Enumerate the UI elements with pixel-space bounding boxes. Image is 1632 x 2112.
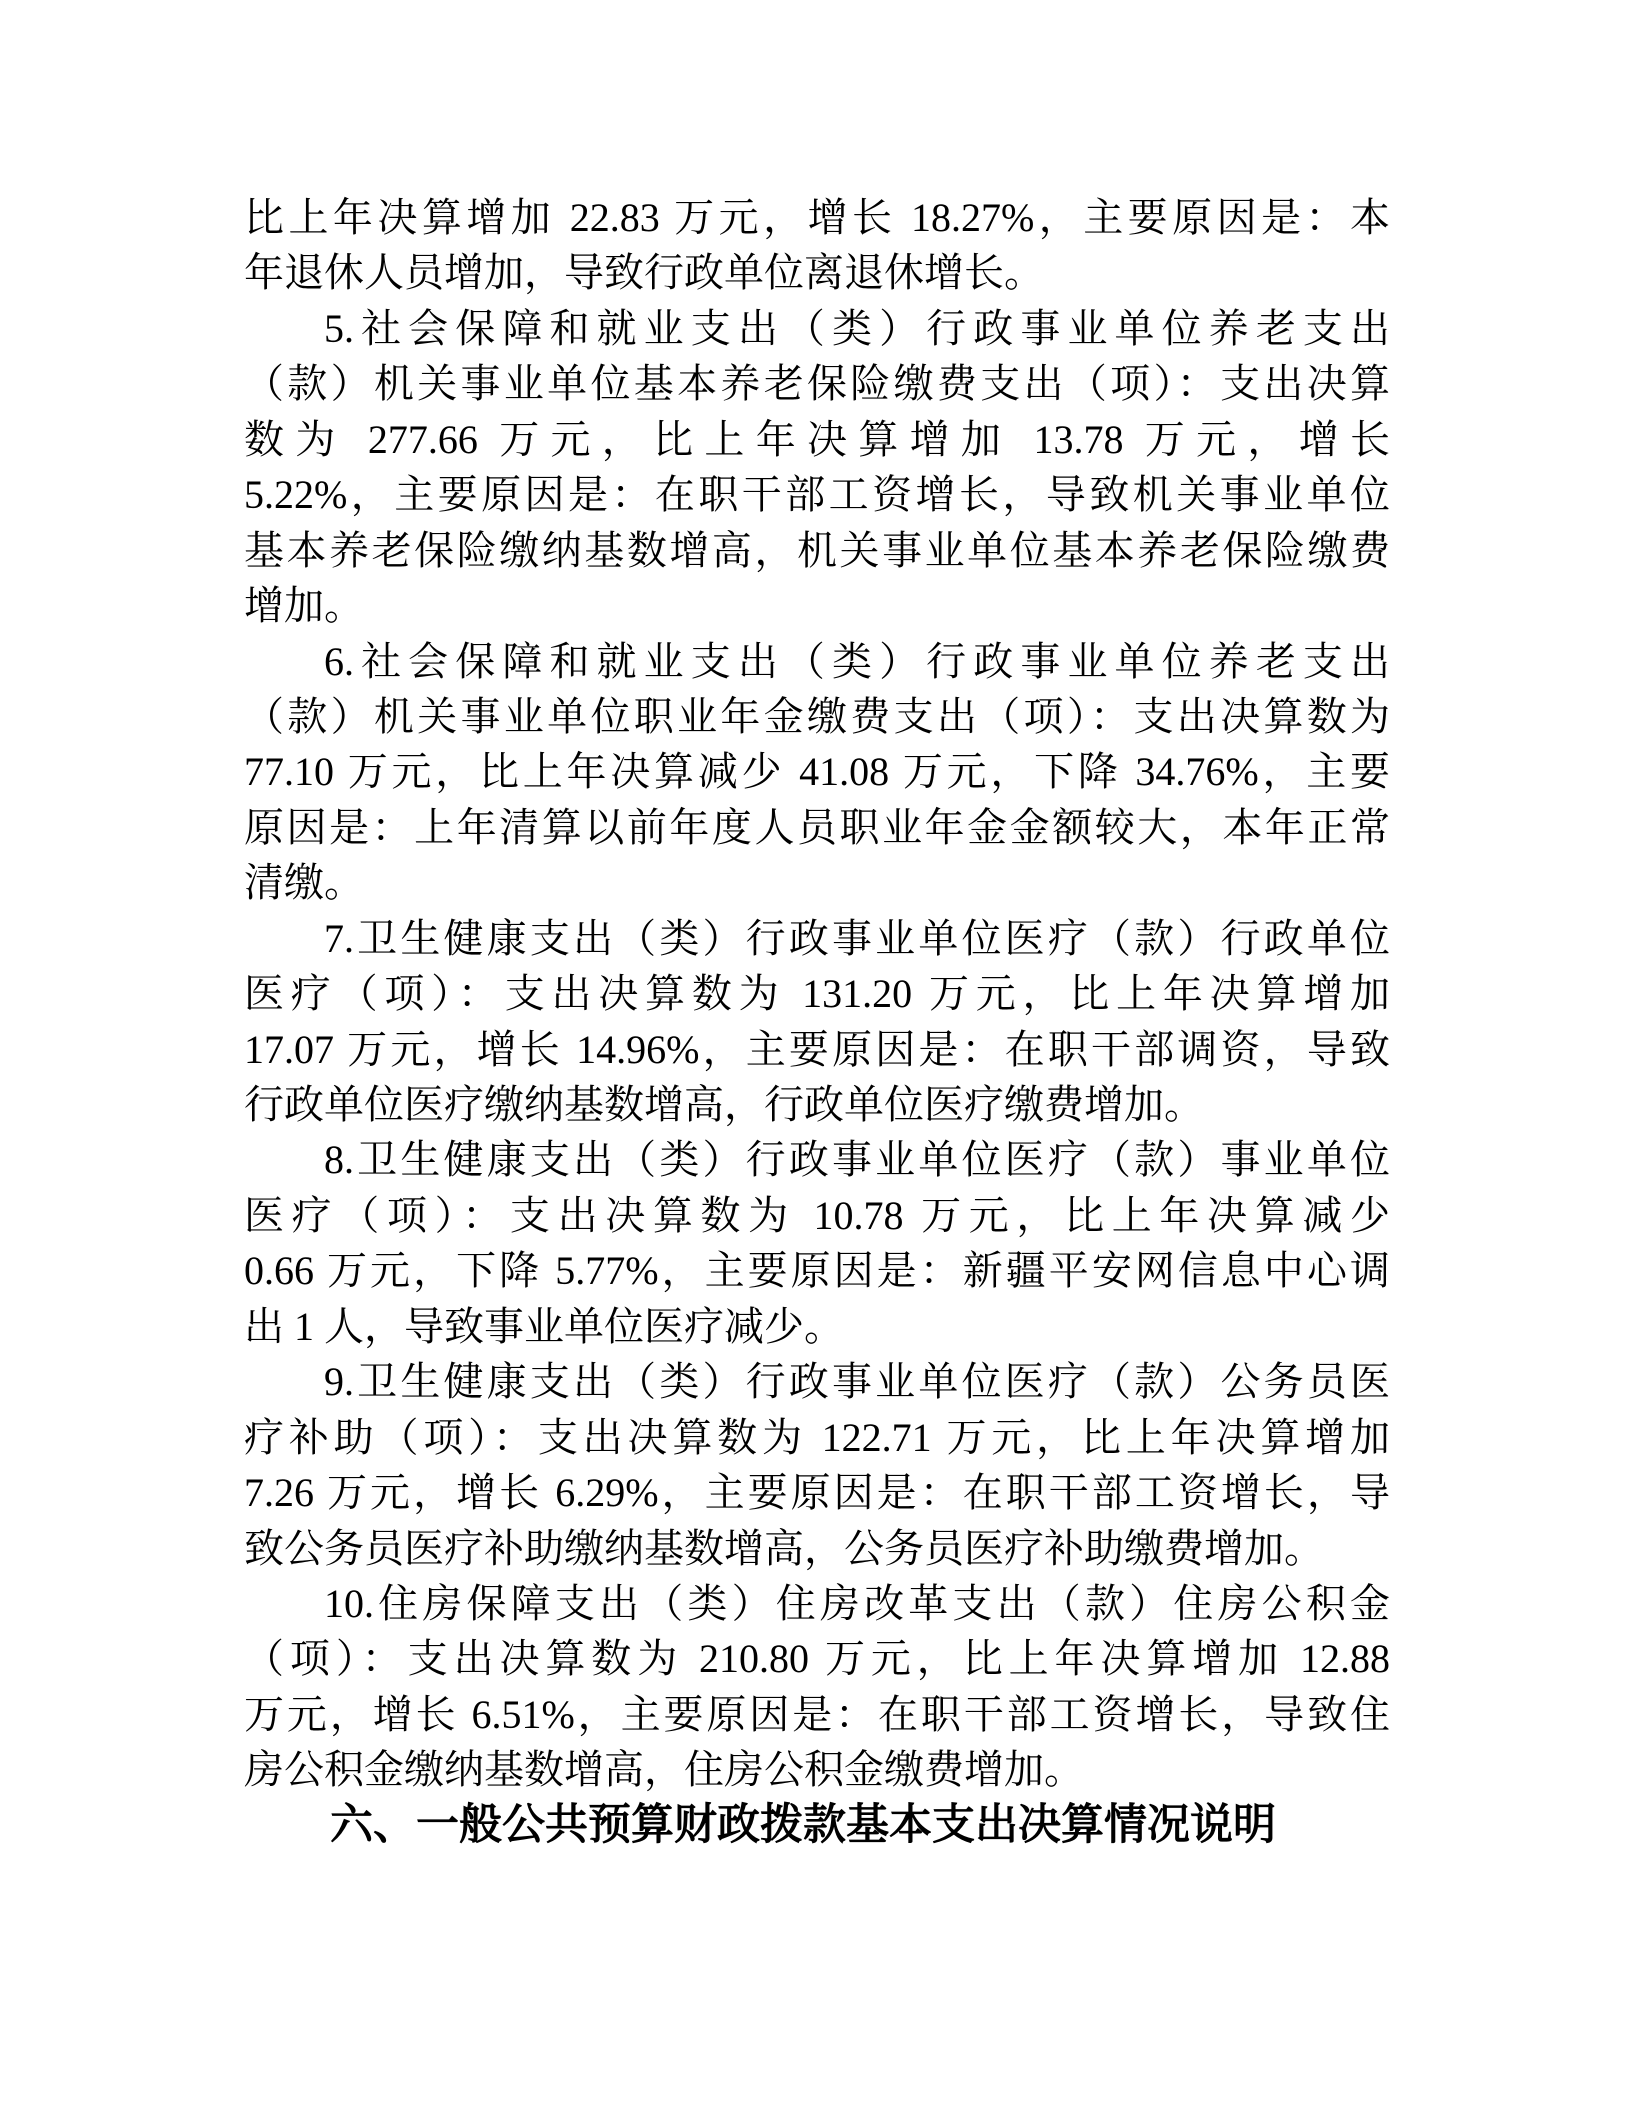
text-line: 6.社会保障和就业支出（类）行政事业单位养老支出 bbox=[324, 638, 1390, 684]
text-line: （款）机关事业单位基本养老保险缴费支出（项）：支出决算 bbox=[244, 361, 1390, 407]
document-content bbox=[244, 190, 1390, 1853]
text-line: 万元，增长 6.51%，主要原因是：在职干部工资增长，导致住 bbox=[244, 1691, 1390, 1737]
text-line: 比上年决算增加 22.83 万元，增长 18.27%，主要原因是：本 bbox=[244, 195, 1390, 240]
text-line: 房公积金缴纳基数增高，住房公积金缴费增加。 bbox=[244, 1747, 1084, 1793]
text-line: 8.卫生健康支出（类）行政事业单位医疗（款）事业单位 bbox=[324, 1137, 1390, 1183]
text-line: 10.住房保障支出（类）住房改革支出（款）住房公积金 bbox=[324, 1580, 1390, 1626]
text-line: 基本养老保险缴纳基数增高，机关事业单位基本养老保险缴费 bbox=[244, 527, 1390, 573]
text-line: 原因是：上年清算以前年度人员职业年金金额较大，本年正常 bbox=[244, 804, 1390, 850]
text-line: 增加。 bbox=[244, 583, 364, 629]
text-line: 医疗（项）：支出决算数为 131.20 万元，比上年决算增加 bbox=[244, 971, 1390, 1017]
text-line: （项）：支出决算数为 210.80 万元，比上年决算增加 12.88 bbox=[244, 1636, 1390, 1682]
text-line: 致公务员医疗补助缴纳基数增高，公务员医疗补助缴费增加。 bbox=[244, 1525, 1324, 1571]
text-line: 数为 277.66 万元，比上年决算增加 13.78 万元，增长 bbox=[244, 416, 1390, 462]
text-line: 7.卫生健康支出（类）行政事业单位医疗（款）行政单位 bbox=[324, 915, 1390, 961]
text-line: 77.10 万元，比上年决算减少 41.08 万元，下降 34.76%，主要 bbox=[244, 749, 1390, 795]
text-line: 5.22%，主要原因是：在职干部工资增长，导致机关事业单位 bbox=[244, 472, 1390, 518]
document-body bbox=[244, 190, 1390, 1798]
text-line: 清缴。 bbox=[244, 860, 364, 906]
text-line: 7.26 万元，增长 6.29%，主要原因是：在职干部工资增长，导 bbox=[244, 1470, 1390, 1516]
text-line: （款）机关事业单位职业年金缴费支出（项）：支出决算数为 bbox=[244, 693, 1390, 739]
text-line: 5.社会保障和就业支出（类）行政事业单位养老支出 bbox=[324, 305, 1390, 351]
text-line: 出 1 人，导致事业单位医疗减少。 bbox=[244, 1303, 844, 1349]
text-line: 0.66 万元，下降 5.77%，主要原因是：新疆平安网信息中心调 bbox=[244, 1248, 1390, 1294]
text-line: 年退休人员增加，导致行政单位离退休增长。 bbox=[244, 250, 1044, 296]
section-heading: 六、一般公共预算财政拨款基本支出决算情况说明 bbox=[330, 1800, 1276, 1849]
text-line: 17.07 万元，增长 14.96%，主要原因是：在职干部调资，导致 bbox=[244, 1026, 1390, 1072]
text-line: 9.卫生健康支出（类）行政事业单位医疗（款）公务员医 bbox=[324, 1359, 1390, 1405]
text-line: 疗补助（项）：支出决算数为 122.71 万元，比上年决算增加 bbox=[244, 1414, 1390, 1460]
text-line: 行政单位医疗缴纳基数增高，行政单位医疗缴费增加。 bbox=[244, 1082, 1204, 1127]
text-line: 医疗（项）：支出决算数为 10.78 万元，比上年决算减少 bbox=[244, 1192, 1390, 1238]
